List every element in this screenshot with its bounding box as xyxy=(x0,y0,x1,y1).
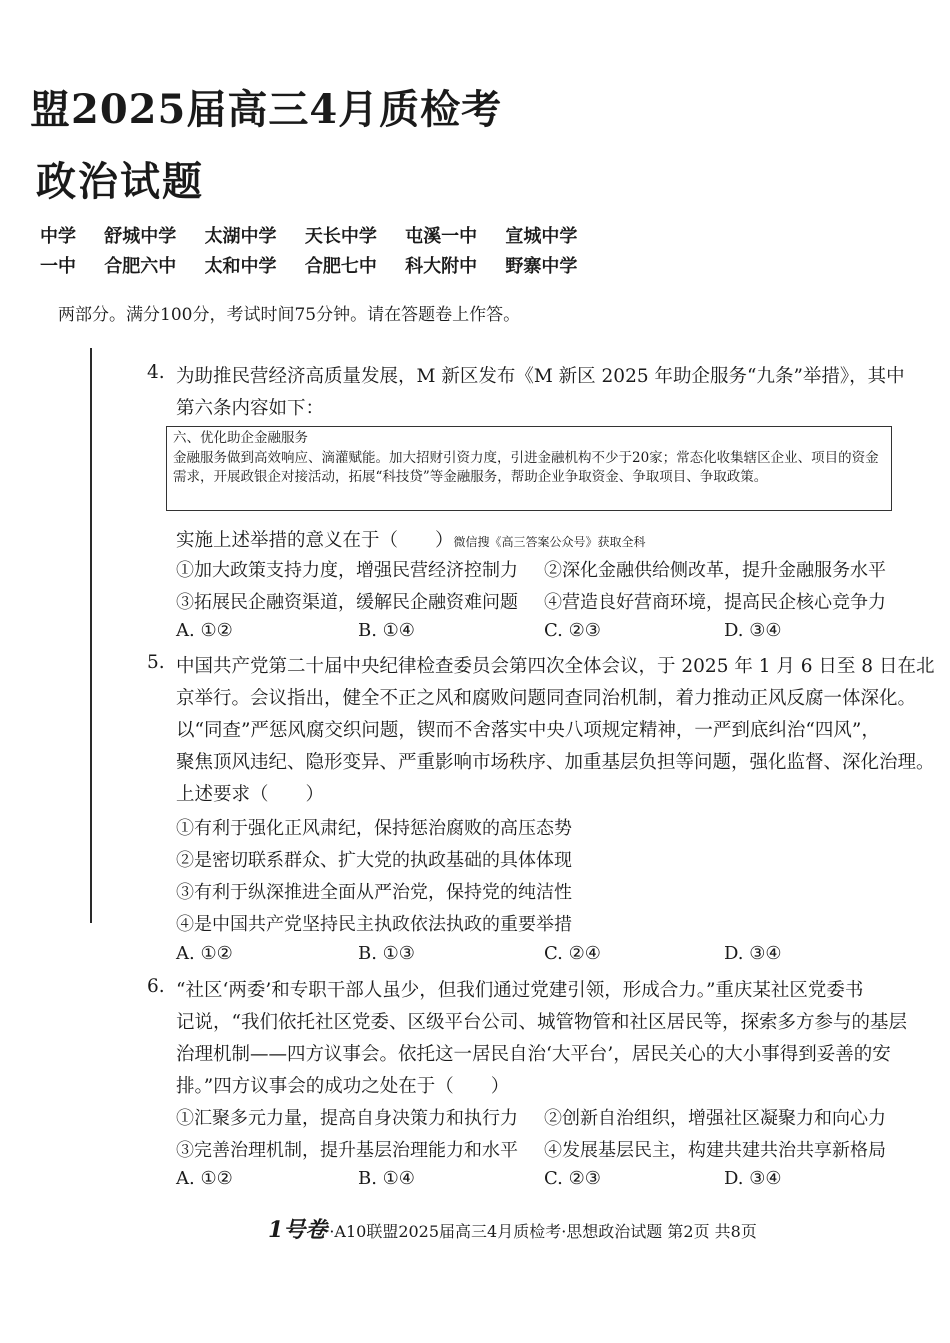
question-5-choice-a: A. ①② xyxy=(176,943,233,964)
question-4-prompt xyxy=(176,526,646,552)
school-name: 舒城中学 xyxy=(104,226,177,247)
exam-title: 盟2025届高三4月质检考 xyxy=(30,86,503,133)
question-5-stem: 京举行。会议指出，健全不正之风和腐败问题同查同治机制，着力推动正风反腐一体深化。 xyxy=(176,688,917,709)
school-name: 野寨中学 xyxy=(505,256,578,277)
question-text: 实施上述举措的意义在于（ ） xyxy=(176,530,454,551)
school-list-row-2 xyxy=(40,252,599,278)
question-6-choice-d: D. ③④ xyxy=(724,1168,782,1189)
question-4-stem: 为助推民营经济高质量发展，M 新区发布《M 新区 2025 年助企服务“九条”举措》，其中 xyxy=(176,366,905,387)
question-5-option: ④是中国共产党坚持民主执政依法执政的重要举措 xyxy=(176,914,572,935)
question-6-option: ①汇聚多元力量，提高自身决策力和执行力 xyxy=(176,1108,518,1129)
question-4-number: 4. xyxy=(147,362,165,383)
school-name: 屯溪一中 xyxy=(405,226,478,247)
footer-text: ·A10联盟2025届高三4月质检考·思想政治试题 第2页 共8页 xyxy=(329,1222,757,1241)
question-5-option: ③有利于纵深推进全面从严治党，保持党的纯洁性 xyxy=(176,882,572,903)
question-4-option: ①加大政策支持力度，增强民营经济控制力 xyxy=(176,560,518,581)
school-name: 宣城中学 xyxy=(505,226,578,247)
question-4-material-box xyxy=(166,426,892,511)
question-4-option: ③拓展民企融资渠道，缓解民企融资难问题 xyxy=(176,592,518,613)
question-4-choice-c: C. ②③ xyxy=(544,620,601,641)
question-6-stem: 治理机制——四方议事会。依托这一居民自治‘大平台’，居民关心的大小事得到妥善的安 xyxy=(176,1044,891,1065)
question-5-choice-b: B. ①③ xyxy=(358,943,415,964)
question-5-stem: 以“同查”严惩风腐交织问题，锲而不舍落实中央八项规定精神，一严到底纠治“四风”， xyxy=(176,720,880,741)
material-heading: 六、优化助企金融服务 xyxy=(173,430,308,446)
question-4-choice-d: D. ③④ xyxy=(724,620,782,641)
question-5-option: ①有利于强化正风肃纪，保持惩治腐败的高压态势 xyxy=(176,818,572,839)
question-4-option: ②深化金融供给侧改革，提升金融服务水平 xyxy=(544,560,886,581)
question-6-stem: 记说，“我们依托社区党委、区级平台公司、城管物管和社区居民等，探索多方参与的基层 xyxy=(176,1012,907,1033)
question-4-choice-b: B. ①④ xyxy=(358,620,415,641)
question-4-choice-a: A. ①② xyxy=(176,620,233,641)
question-5-choice-d: D. ③④ xyxy=(724,943,782,964)
school-name: 科大附中 xyxy=(405,256,478,277)
exam-notice: 两部分。满分100分，考试时间75分钟。请在答题卷上作答。 xyxy=(58,305,521,325)
school-name: 中学 xyxy=(40,226,76,247)
brand-logo: 1号卷 xyxy=(268,1217,328,1243)
question-5-choice-c: C. ②④ xyxy=(544,943,601,964)
school-name: 太湖中学 xyxy=(204,226,277,247)
question-6-choice-a: A. ①② xyxy=(176,1168,233,1189)
subject-title: 政治试题 xyxy=(36,158,204,205)
school-name: 天长中学 xyxy=(304,226,377,247)
school-name: 合肥七中 xyxy=(304,256,377,277)
question-6-stem: “社区‘两委’和专职干部人虽少，但我们通过党建引领，形成合力。”重庆某社区党委书 xyxy=(176,980,864,1001)
question-5-stem: 聚焦顶风违纪、隐形变异、严重影响市场秩序、加重基层负担等问题，强化监督、深化治理。 xyxy=(176,752,935,773)
question-5-prompt: 上述要求（ ） xyxy=(176,784,325,805)
question-6-choice-b: B. ①④ xyxy=(358,1168,415,1189)
school-name: 一中 xyxy=(40,256,76,277)
question-4-option: ④营造良好营商环境，提高民企核心竞争力 xyxy=(544,592,886,613)
question-6-option: ③完善治理机制，提升基层治理能力和水平 xyxy=(176,1140,518,1161)
page-footer xyxy=(268,1213,757,1244)
question-6-prompt: 排。”四方议事会的成功之处在于（ ） xyxy=(176,1076,510,1097)
school-list-row-1 xyxy=(40,222,599,248)
question-6-choice-c: C. ②③ xyxy=(544,1168,601,1189)
school-name: 太和中学 xyxy=(204,256,277,277)
question-5-number: 5. xyxy=(147,652,165,673)
school-name: 合肥六中 xyxy=(104,256,177,277)
question-4-stem: 第六条内容如下： xyxy=(176,398,325,419)
material-text: 金融服务做到高效响应、滴灌赋能。加大招财引资力度，引进金融机构不少于20家；常态化收集辖区企业、项目的资金需求，开展政银企对接活动，拓展“科技贷”等金融服务，帮助企业争取资金、争取项目、争取政策。 xyxy=(173,449,879,485)
question-5-option: ②是密切联系群众、扩大党的执政基础的具体体现 xyxy=(176,850,572,871)
binding-margin-line xyxy=(90,348,92,923)
question-6-option: ②创新自治组织，增强社区凝聚力和向心力 xyxy=(544,1108,886,1129)
question-5-stem: 中国共产党第二十届中央纪律检查委员会第四次全体会议，于 2025 年 1 月 6 日至 8 日在北 xyxy=(176,656,935,677)
watermark-note: 微信搜《高三答案公众号》获取全科 xyxy=(453,535,646,549)
question-6-number: 6. xyxy=(147,976,165,997)
question-6-option: ④发展基层民主，构建共建共治共享新格局 xyxy=(544,1140,886,1161)
